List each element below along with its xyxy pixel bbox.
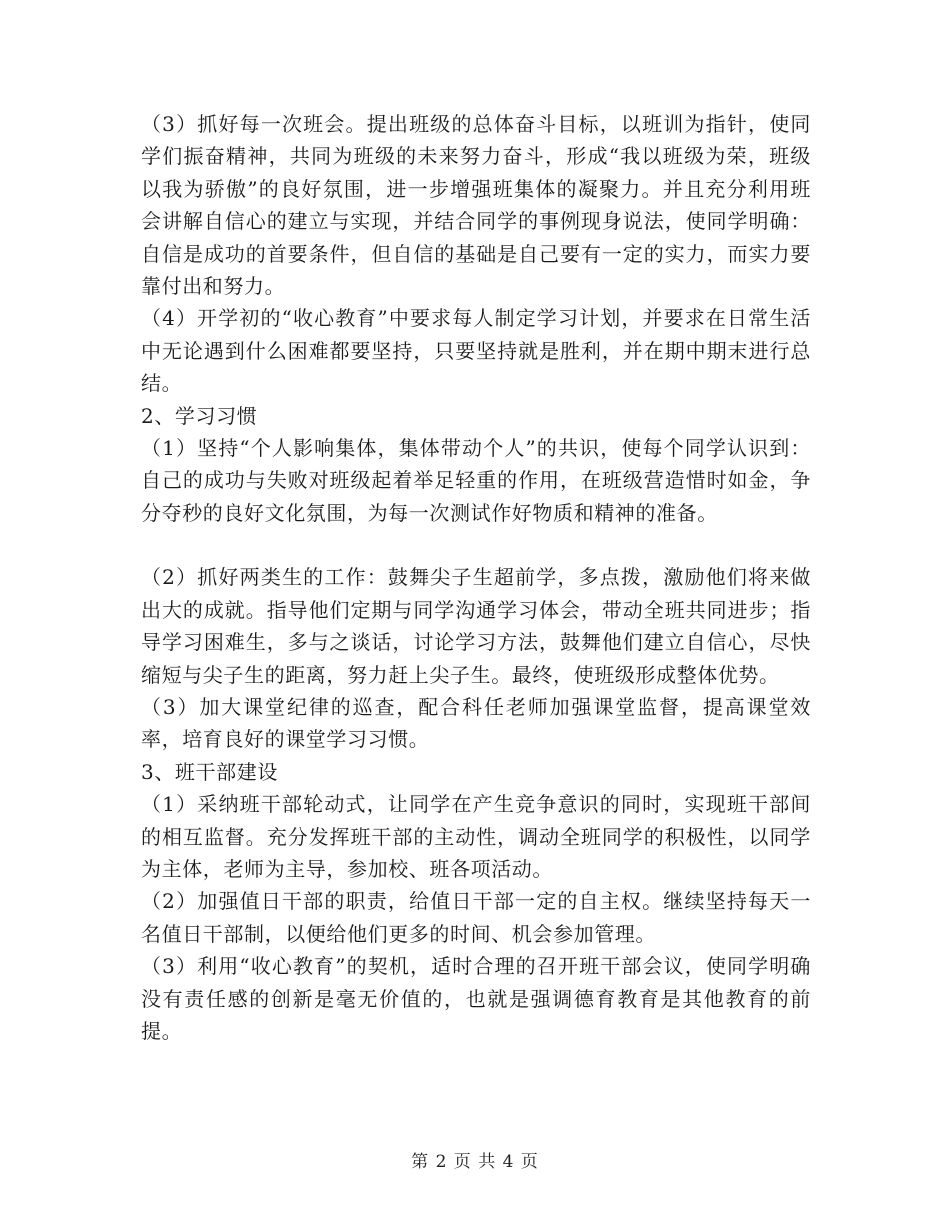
paragraph-collective-consensus: （1）坚持“个人影响集体，集体带动个人”的共识，使每个同学认识到：自己的成功与失败对班级起着举足轻重的作用，在班级营造惜时如金，争分夺秒的良好文化氛围，为每一次测试作好物质和精神的准备。 [141, 436, 811, 525]
section-heading-class-cadre: 3、班干部建设 [141, 759, 278, 784]
section-heading-study-habits: 2、学习习惯 [141, 403, 258, 428]
document-body [141, 108, 811, 1047]
paragraph-classroom-discipline: （3）加大课堂纪律的巡查，配合科任老师加强课堂监督，提高课堂效率，培育良好的课堂学习习惯。 [141, 694, 811, 752]
paragraph-study-plan: （4）开学初的“收心教育”中要求每人制定学习计划，并要求在日常生活中无论遇到什么困难都要坚持，只要坚持就是胜利，并在期中期末进行总结。 [141, 306, 811, 396]
paragraph-cadre-meeting: （3）利用“收心教育”的契机，适时合理的召开班干部会议，使同学明确没有责任感的创新是毫无价值的，也就是强调德育教育是其他教育的前提。 [141, 954, 811, 1043]
paragraph-class-meeting: （3）抓好每一次班会。提出班级的总体奋斗目标，以班训为指针，使同学们振奋精神，共同为班级的未来努力奋斗，形成“我以班级为荣，班级以我为骄傲”的良好氛围，进一步增强班集体的凝聚力。并且充分利用班会讲解自信心的建立与实现，并结合同学的事例现身说法，使同学明确：自信是成功的首要条件，但自信的基础是自己要有一定的实力，而实力要靠付出和努力。 [141, 112, 811, 299]
paragraph-cadre-rotation: （1）采纳班干部轮动式，让同学在产生竞争意识的同时，实现班干部间的相互监督。充分发挥班干部的主动性，调动全班同学的积极性，以同学为主体，老师为主导，参加校、班各项活动。 [141, 792, 811, 881]
paragraph-two-student-types: （2）抓好两类生的工作：鼓舞尖子生超前学，多点拨，激励他们将来做出大的成就。指导他们定期与同学沟通学习体会，带动全班共同进步；指导学习困难生，多与之谈话，讨论学习方法，鼓舞他们建立自信心，尽快缩短与尖子生的距离，努力赶上尖子生。最终，使班级形成整体优势。 [141, 565, 811, 687]
paragraph-spacer [141, 529, 811, 561]
paragraph-duty-cadre: （2）加强值日干部的职责，给值日干部一定的自主权。继续坚持每天一名值日干部制，以便给他们更多的时间、机会参加管理。 [141, 889, 811, 946]
page-number-footer: 第 2 页 共 4 页 [411, 1152, 539, 1172]
